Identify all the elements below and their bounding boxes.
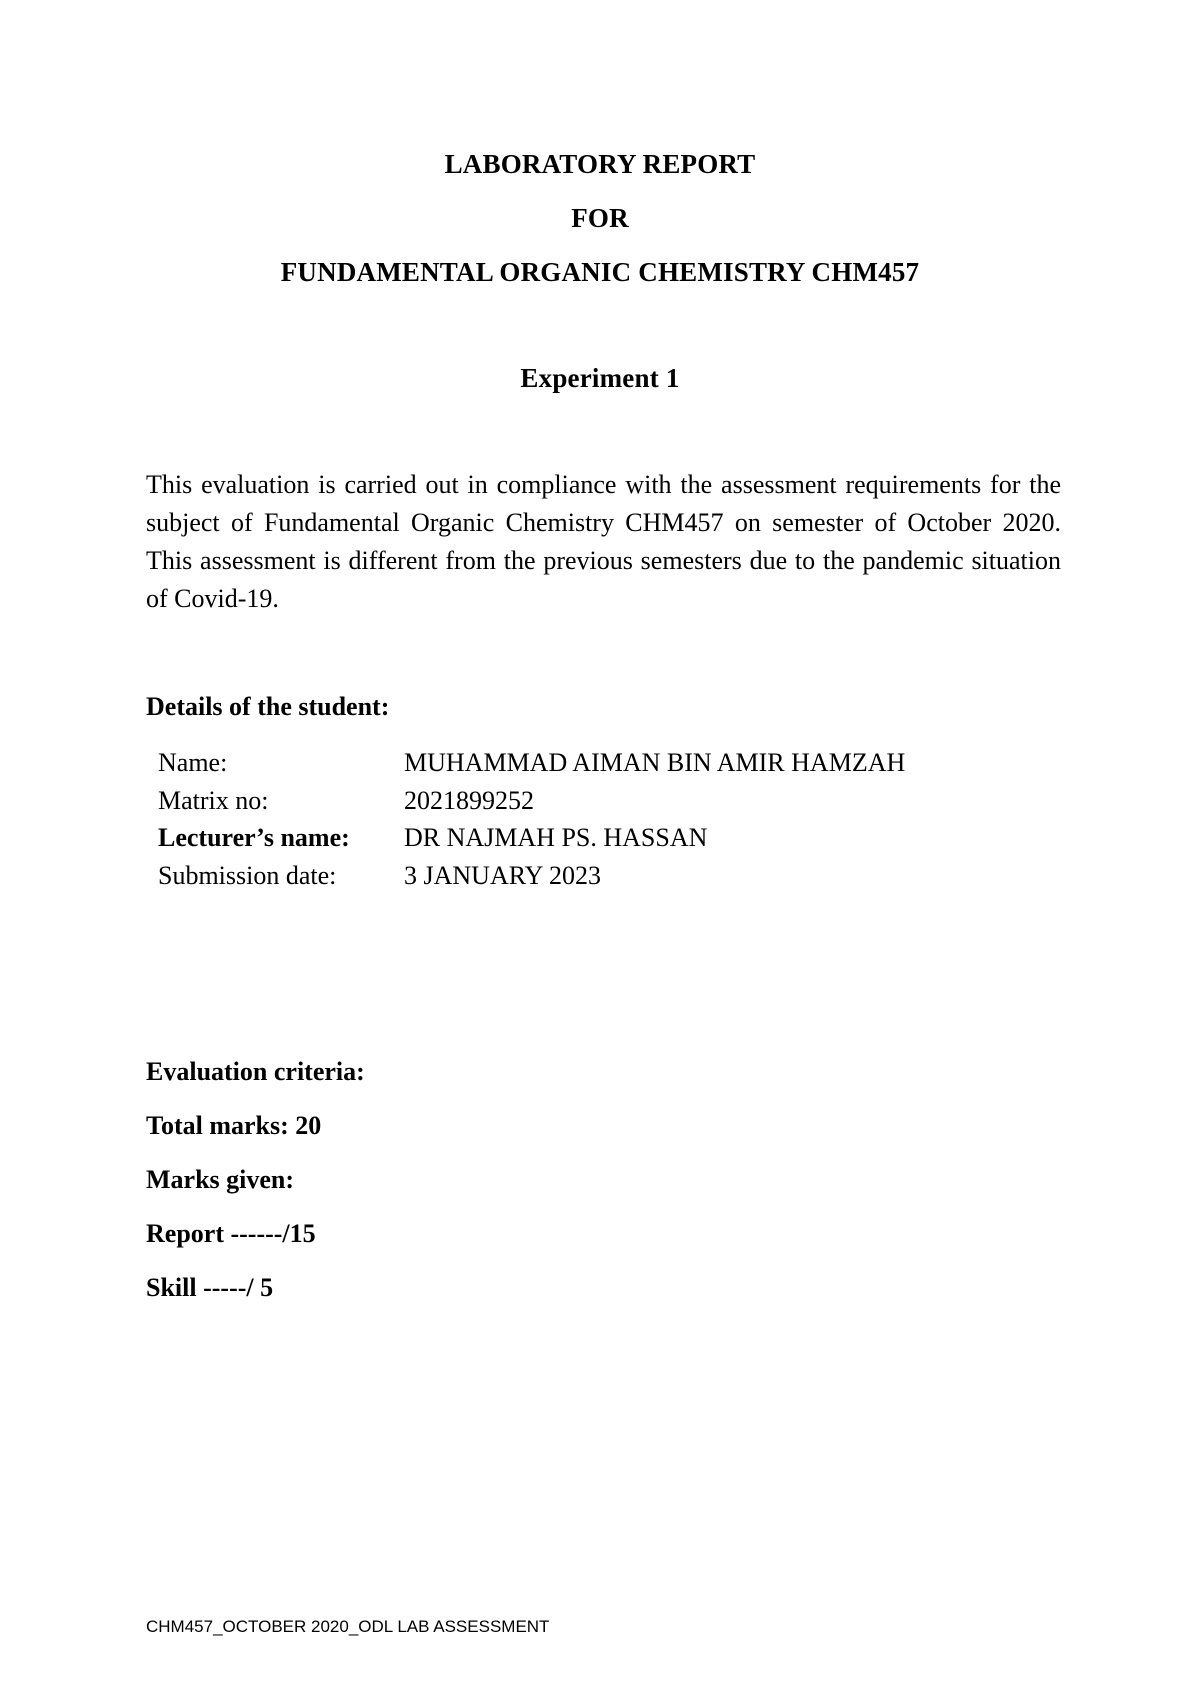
lecturer-name-row bbox=[158, 819, 905, 857]
skill-marks-line: Skill -----/ 5 bbox=[146, 1273, 274, 1302]
experiment-heading: Experiment 1 bbox=[520, 363, 680, 393]
student-name-value: MUHAMMAD AIMAN BIN AMIR HAMZAH bbox=[404, 748, 906, 777]
total-marks-line: Total marks: 20 bbox=[146, 1111, 322, 1140]
matrix-no-value: 2021899252 bbox=[404, 785, 534, 815]
evaluation-criteria-heading: Evaluation criteria: bbox=[146, 1057, 365, 1086]
report-marks-line: Report ------/15 bbox=[146, 1219, 316, 1248]
report-title-line-2: FOR bbox=[571, 203, 629, 233]
page-footer: CHM457_OCTOBER 2020_ODL LAB ASSESSMENT bbox=[146, 1617, 550, 1636]
student-name-row bbox=[158, 744, 905, 782]
submission-date-label: Submission date: bbox=[158, 860, 337, 890]
report-title-line-3: FUNDAMENTAL ORGANIC CHEMISTRY CHM457 bbox=[280, 257, 920, 287]
student-details-table bbox=[158, 744, 905, 894]
intro-paragraph: This evaluation is carried out in compliance with the assessment requirements for the subject of Fundamental Organic Chemistry CHM457 on semester of October 2020. This assessment is different from the previous semesters due to the pandemic situation of Covid-19. bbox=[146, 470, 1061, 613]
lecturer-name-value: DR NAJMAH PS. HASSAN bbox=[404, 823, 708, 852]
matrix-no-row bbox=[158, 782, 905, 820]
student-name-label: Name: bbox=[158, 748, 228, 777]
marks-given-line: Marks given: bbox=[146, 1165, 295, 1194]
matrix-no-label: Matrix no: bbox=[158, 785, 269, 815]
submission-date-row bbox=[158, 857, 905, 895]
submission-date-value: 3 JANUARY 2023 bbox=[404, 860, 601, 890]
report-title-line-1: LABORATORY REPORT bbox=[444, 149, 756, 179]
lecturer-name-label: Lecturer’s name: bbox=[158, 823, 350, 852]
student-details-heading: Details of the student: bbox=[146, 692, 390, 721]
